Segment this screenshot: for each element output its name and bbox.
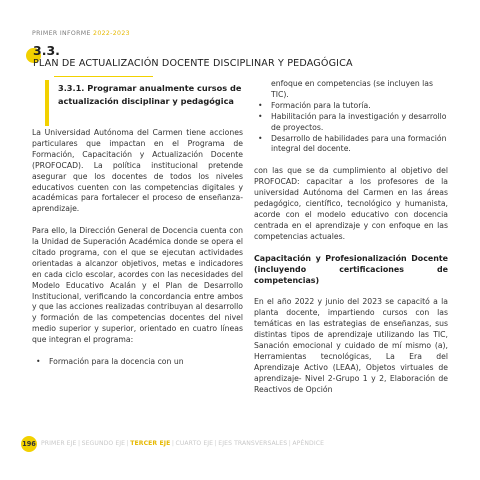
list-item <box>254 101 448 112</box>
subsection-accent-bar <box>45 80 49 126</box>
section-title: PLAN DE ACTUALIZACIÓN DOCENTE DISCIPLINAR Y PEDAGÓGICA <box>33 58 353 69</box>
bullet-icon: • <box>36 357 41 366</box>
bullet-icon: • <box>258 133 263 143</box>
footer-nav <box>41 440 324 447</box>
list-item-text: Formación para la docencia con un <box>49 357 184 366</box>
list-item-text: enfoque en competencias (se incluyen las TIC). <box>271 79 434 99</box>
report-header <box>32 30 130 37</box>
nav-separator: | <box>214 440 217 447</box>
nav-separator: | <box>77 440 81 447</box>
nav-link-segundo-eje[interactable]: SEGUNDO EJE <box>81 440 126 447</box>
objective-paragraph: con las que se da cumplimiento al objetivo del PROFOCAD: capacitar a los profesores de la universidad Autónoma del Carmen en las áreas pedagógico, científico, tecnológico y humanista, acorde con el modelo educativo con docencia centrada en el aprendizaje y con enfoque en las competencias actuales. <box>254 166 448 241</box>
subsection-heading: 3.3.1. Programar anualmente cursos de actualización disciplinar y pedagógica <box>58 83 242 106</box>
nav-link-ejes-transversales[interactable]: EJES TRANSVERSALES <box>218 440 288 447</box>
report-label: PRIMER INFORME <box>32 30 91 37</box>
subheading-capacitacion: Capacitación y Profesionalización Docente (incluyendo certificaciones de competencias) <box>254 254 448 286</box>
nav-link-primer-eje[interactable]: PRIMER EJE <box>41 440 77 447</box>
list-item-text: Habilitación para la investigación y desarrollo de proyectos. <box>271 111 447 132</box>
list-item-text: Formación para la tutoría. <box>271 100 371 110</box>
bullet-icon: • <box>258 100 263 110</box>
list-item <box>254 112 448 134</box>
nav-link-apendice[interactable]: APÉNDICE <box>292 440 325 447</box>
left-column <box>32 128 243 368</box>
section-number: 3.3. <box>33 43 60 58</box>
list-item-text: Desarrollo de habilidades para una formación integral del docente. <box>271 133 447 154</box>
nav-separator: | <box>171 440 174 447</box>
subsection-accent-rule <box>54 76 153 77</box>
right-column <box>254 79 448 396</box>
nav-link-tercer-eje[interactable]: TERCER EJE <box>130 440 171 447</box>
nav-separator: | <box>288 440 291 447</box>
bullet-icon: • <box>258 111 263 121</box>
nav-link-cuarto-eje[interactable]: CUARTO EJE <box>175 440 214 447</box>
training-paragraph: En el año 2022 y junio del 2023 se capacitó a la planta docente, impartiendo cursos con las temáticas en las estrategias de enseñanzas, sus distintas tipos de aprendizaje utilizando las TIC, Sanación emocional y cuidado de mí mismo (a), Herramientas tecnológicas, La Era del Aprendizaje Activo (LEAA), Objetos virtuales de aprendizaje- Nivel 2-Grupo 1 y 2, Elaboración de Reactivos de Opción <box>254 297 448 394</box>
page-number: 196 <box>22 440 36 448</box>
list-item <box>32 357 243 368</box>
nav-separator: | <box>126 440 129 447</box>
intro-paragraph: La Universidad Autónoma del Carmen tiene acciones particulares que impactan en el Programa de Formación, Capacitación y Actualización Docente (PROFOCAD). La política institucional pretende asegurar que los docentes de todos los niveles educativos cuenten con las competencias digitales y académicas para fortalecer el proceso de enseñanza-aprendizaje. <box>32 128 243 214</box>
report-years: 2022-2023 <box>93 30 130 37</box>
list-item-continued <box>254 79 448 101</box>
list-item <box>254 134 448 156</box>
program-paragraph: Para ello, la Dirección General de Docencia cuenta con la Unidad de Superación Académica donde se opera el citado programa, con el que se ejecutan actividades orientadas a alcanzor objetivos, metas e indicadores en cada ciclo escolar, acordes con las necesidades del Modelo Educativo Acalán y el Plan de Desarrollo Institucional, verificando la concordancia entre ambos y que las acciones realizadas contribuyan al desarrollo y formación de las competencias docentes del nivel medio superior y superior, orientado en cuatro líneas que integran el programa: <box>32 226 244 345</box>
